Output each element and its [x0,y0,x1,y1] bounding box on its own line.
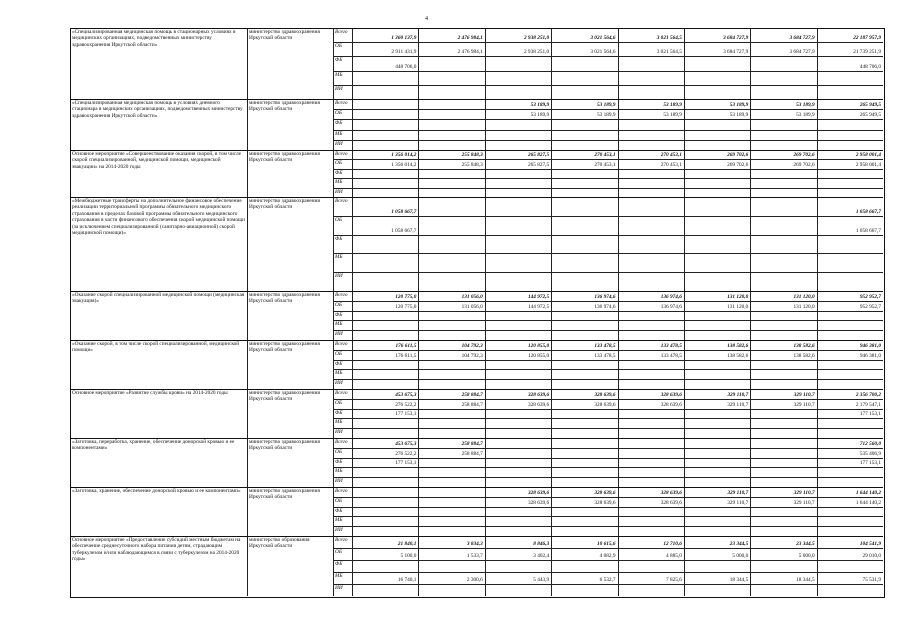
section-executor: министерство здравоохранения Иркутской области [249,29,320,42]
funding-type-label: Всего [335,100,348,106]
amount-cell: 276 522,2 [395,450,417,457]
amount-cell: 329 110,7 [793,391,815,398]
funding-type-label: ИИ [335,188,343,195]
amount-cell: 7 825,6 [665,577,682,583]
amount-cell: 176 611,5 [395,342,417,349]
amount-cell: 1 058 667,7 [855,208,881,215]
section-title: «Оказание скорой специализированной медицинской помощи (медицинская эвакуация)» [72,292,245,305]
amount-cell: 104 792,3 [461,342,483,349]
amount-cell: 453 675,3 [395,391,417,398]
amount-cell: 3 684 727,9 [789,49,815,56]
amount-cell: 75 531,9 [862,577,881,583]
amount-cell: 448 706,0 [395,63,417,70]
section-executor: министерство здравоохранения Иркутской области [249,488,320,501]
amount-cell: 258 884,7 [461,440,483,447]
row-divider [333,216,883,217]
amount-cell: 120 775,0 [395,303,417,310]
funding-type-label: ФБ [335,458,343,465]
amount-cell: 265 827,5 [527,152,550,159]
funding-type-label: ИИ [335,273,343,280]
amount-cell: 328 639,6 [527,401,550,408]
row-divider [333,272,883,273]
amount-cell: 16 740,1 [397,577,417,583]
amount-cell: 2 938 251,0 [523,49,550,56]
amount-cell: 2 958 001,4 [855,161,881,168]
row-divider [333,399,883,400]
section-executor: министерство здравоохранения Иркутской области [249,341,320,354]
column-divider [684,28,685,596]
amount-cell: 18 344,5 [729,577,749,583]
amount-cell: 6 532,7 [599,577,616,583]
row-divider [333,507,883,508]
funding-type-label: ИИ [335,585,343,591]
row-divider [333,71,883,72]
amount-cell: 133 478,5 [594,352,616,359]
row-divider [333,458,883,459]
row-divider [333,409,883,410]
amount-cell: 138 582,6 [727,342,749,349]
funding-type-label: ОБ [335,549,342,555]
amount-cell: 177 153,1 [395,411,417,418]
amount-cell: 255 848,3 [461,152,483,159]
amount-cell: 3 021 564,5 [656,35,682,42]
amount-cell: 138 582,6 [793,342,815,349]
amount-cell: 136 974,6 [594,303,616,310]
amount-cell: 136 974,6 [660,293,682,300]
row-divider [333,428,883,429]
amount-cell: 329 110,7 [727,391,749,398]
row-divider [333,178,883,179]
funding-type-label: ФБ [335,169,343,176]
amount-cell: 2 179 547,1 [855,401,881,408]
funding-type-label: ИИ [335,380,343,387]
amount-cell: 29 010,0 [862,553,881,559]
amount-cell: 144 972,5 [527,303,550,310]
amount-cell: 2 300,6 [466,577,483,583]
funding-type-label: ФБ [335,507,343,514]
amount-cell: 1 356 014,2 [391,161,417,168]
amount-cell: 104 792,3 [461,352,483,359]
amount-cell: 53 189,9 [796,112,815,119]
amount-cell: 1 644 140,2 [855,499,881,506]
amount-cell: 53 189,9 [663,112,682,119]
row-divider [333,350,883,351]
amount-cell: 22 187 957,9 [853,35,881,42]
amount-cell: 448 706,0 [859,63,881,70]
section-executor: министерство здравоохранения Иркутской области [249,390,320,403]
section-title: «Специализированная медицинская помощь в стационарных условиях в медицинских организациях, подведомственных министерству здравоохранения Иркутской области» [72,29,236,48]
funding-type-label: ФБ [335,360,343,367]
amount-cell: 3 021 564,6 [590,49,616,56]
row-divider [333,311,883,312]
section-title: Основное мероприятие «Совершенствование оказания скорой, в том числе скорой специализированной, медицинской помощи, медицинской эвакуации» на 2014-2020 годы [72,151,242,170]
amount-cell: 1 533,7 [466,553,483,559]
amount-cell: 270 453,1 [660,161,682,168]
funding-type-label: ОБ [335,301,342,308]
row-divider [333,477,883,478]
column-divider [247,28,248,596]
row-divider [333,572,883,573]
funding-type-label: ОБ [335,110,342,117]
amount-cell: 328 639,6 [660,489,682,496]
funding-type-label: Всего [335,390,348,396]
funding-type-label: Всего [335,292,348,298]
amount-cell: 120 855,0 [527,352,550,359]
amount-cell: 265 949,5 [859,102,881,109]
funding-type-label: ИИ [335,527,343,534]
funding-type-label: Всего [335,29,348,35]
amount-cell: 5 100,0 [400,553,417,559]
amount-cell: 120 775,0 [395,293,417,300]
funding-type-label: МБ [335,179,343,186]
funding-type-label: МБ [335,254,343,261]
amount-cell: 2 476 984,1 [457,35,483,42]
row-divider [333,130,883,131]
funding-type-label: МБ [335,419,343,426]
amount-cell: 21 739 251,9 [853,49,881,56]
funding-type-label: Всего [335,151,348,157]
row-divider [333,418,883,419]
amount-cell: 328 639,6 [594,401,616,408]
section-executor: министерство здравоохранения Иркутской области [249,198,320,211]
row-divider [333,56,883,57]
section-executor: министерство образования Иркутской области [249,537,310,550]
amount-cell: 3 021 564,6 [590,35,616,42]
amount-cell: 1 360 137,9 [391,35,417,42]
funding-type-label: ОБ [335,399,342,406]
amount-cell: 53 189,9 [530,102,550,109]
amount-cell: 131 120,0 [727,303,749,310]
funding-type-label: ОБ [335,497,342,504]
funding-type-label: ФБ [335,120,343,127]
amount-cell: 2 938 251,0 [523,35,550,42]
amount-cell: 952 952,7 [859,303,881,310]
amount-cell: 952 952,7 [859,293,881,300]
funding-type-label: Всего [335,488,348,494]
amount-cell: 177 153,1 [859,460,881,467]
section-title: «Оказание скорой, в том числе скорой специализированной, медицинской помощи» [72,341,240,354]
funding-type-label: ФБ [335,311,343,318]
page-number-mark: 4 [425,16,428,22]
row-divider [333,42,883,43]
funding-type-label: ФБ [335,409,343,416]
funding-type-label: ИИ [335,429,343,436]
amount-cell: 946 381,0 [859,352,881,359]
row-divider [333,301,883,302]
amount-cell: 138 582,6 [727,352,749,359]
amount-cell: 53 189,9 [729,112,749,119]
section-title: Основное мероприятие «Предоставление субсидий местным бюджетам на обеспечение среднесуточного набора питания детям, страдающим туберкулезом и/или наблюдающимся в связи с туберкулезом на 2014-2020 годы» [72,537,241,563]
amount-cell: 4 082,9 [599,553,616,559]
amount-cell: 269 702,6 [727,161,749,168]
amount-cell: 328 639,6 [660,391,682,398]
amount-cell: 270 453,1 [594,161,616,168]
amount-cell: 329 110,7 [727,489,749,496]
amount-cell: 133 478,5 [660,352,682,359]
amount-cell: 2 476 984,1 [457,49,483,56]
amount-cell: 177 153,1 [395,460,417,467]
amount-cell: 2 958 001,4 [855,152,881,159]
amount-cell: 328 639,6 [527,499,550,506]
amount-cell: 1 356 014,2 [391,152,417,159]
column-divider [485,28,486,596]
funding-type-label: ОБ [335,216,342,223]
amount-cell: 328 639,6 [527,489,550,496]
amount-cell: 176 611,5 [395,352,417,359]
funding-type-label: Всего [335,439,348,445]
amount-cell: 131 056,0 [461,303,483,310]
amount-cell: 136 974,6 [660,303,682,310]
amount-cell: 2 356 700,2 [855,391,881,398]
row-divider [333,320,883,321]
row-divider [333,159,883,160]
amount-cell: 53 189,9 [663,102,682,109]
amount-cell: 329 110,7 [727,401,749,408]
row-divider [333,560,883,561]
column-divider [750,28,751,596]
funding-type-label: ОБ [335,43,342,50]
row-divider [333,467,883,468]
section-title: «Заготовка, переработка, хранение, обеспечение донорской кровью и ее компонентами» [72,439,235,452]
funding-type-label: МБ [335,573,343,579]
amount-cell: 328 639,6 [594,499,616,506]
row-divider [333,109,883,110]
amount-cell: 138 582,6 [793,352,815,359]
amount-cell: 329 110,7 [793,401,815,408]
amount-cell: 5 000,0 [798,553,815,559]
funding-type-label: ОБ [335,350,342,357]
section-title: «Заготовка, хранение, обеспечение донорской кровью и ее компонентами» [72,488,241,494]
funding-type-label: ИИ [335,140,343,147]
amount-cell: 1 058 667,7 [855,227,881,234]
funding-type-label: ОБ [335,160,342,167]
amount-cell: 329 110,7 [793,489,815,496]
amount-cell: 328 639,6 [660,499,682,506]
amount-cell: 12 710,6 [663,541,682,547]
row-divider [333,516,883,517]
row-divider [333,188,883,189]
section-title: «Специализированная медицинская помощь в условиях дневного стационара в медицинских организациях, подведомственных министерству здравоохранения Иркутской области» [72,100,243,119]
funding-type-label: МБ [335,321,343,328]
amount-cell: 131 120,0 [727,293,749,300]
amount-cell: 5 443,9 [533,577,550,583]
amount-cell: 269 702,6 [793,161,815,168]
amount-cell: 535 406,9 [859,450,881,457]
amount-cell: 53 189,9 [530,112,550,119]
funding-type-label: МБ [335,71,343,78]
amount-cell: 258 884,7 [461,401,483,408]
amount-cell: 276 522,2 [395,401,417,408]
row-divider [333,253,883,254]
row-divider [333,360,883,361]
amount-cell: 328 639,6 [594,489,616,496]
amount-cell: 8 846,3 [533,541,550,547]
amount-cell: 265 827,5 [527,161,550,168]
amount-cell: 946 381,0 [859,342,881,349]
amount-cell: 23 344,5 [796,541,815,547]
row-divider [333,169,883,170]
column-divider [551,28,552,596]
funding-type-label: Всего [335,341,348,347]
amount-cell: 131 056,0 [461,293,483,300]
amount-cell: 258 884,7 [461,450,483,457]
amount-cell: 53 189,9 [596,102,616,109]
row-divider [333,85,883,86]
column-divider [817,28,818,596]
section-executor: министерство здравоохранения Иркутской области [249,292,320,305]
amount-cell: 1 058 667,7 [391,208,417,215]
section-executor: министерство здравоохранения Иркутской области [249,100,320,113]
amount-cell: 270 453,1 [660,152,682,159]
row-divider [333,235,883,236]
amount-cell: 144 972,5 [527,293,550,300]
amount-cell: 53 189,9 [796,102,815,109]
row-divider [333,584,883,585]
funding-type-label: Всего [335,537,348,543]
funding-type-label: МБ [335,370,343,377]
row-divider [333,330,883,331]
amount-cell: 133 478,5 [660,342,682,349]
amount-cell: 1 058 667,7 [391,227,417,234]
amount-cell: 131 120,0 [793,303,815,310]
row-divider [333,140,883,141]
amount-cell: 328 639,6 [594,391,616,398]
column-divider [418,28,419,596]
amount-cell: 131 120,0 [793,293,815,300]
amount-cell: 10 615,6 [596,541,616,547]
amount-cell: 328 639,6 [660,401,682,408]
funding-type-label: ФБ [335,561,343,567]
amount-cell: 269 702,6 [793,152,815,159]
column-divider [333,28,334,596]
amount-cell: 329 110,7 [727,499,749,506]
amount-cell: 53 189,9 [596,112,616,119]
amount-cell: 104 541,9 [859,541,881,547]
row-divider [333,379,883,380]
amount-cell: 3 684 727,9 [789,35,815,42]
section-executor: министерство здравоохранения Иркутской области [249,151,320,164]
section-executor: министерство здравоохранения Иркутской области [249,439,320,452]
row-divider [333,119,883,120]
section-title: Основное мероприятие «Развитие службы крови» на 2014-2020 годы [72,390,228,396]
funding-type-label: ИИ [335,85,343,92]
funding-type-label: ИИ [335,331,343,338]
amount-cell: 265 949,5 [859,112,881,119]
section-title: «Межбюджетные трансферты на дополнительное финансовое обеспечение реализации территориальной программы обязательного медицинского страхования в пределах базовой программы обязательного медицинского страхования в части финансового обеспечения скорой медицинской помощи (за исключением специализированной (санитарно-авиационной) скорой медицинской помощи)» [72,198,245,237]
funding-type-label: МБ [335,517,343,524]
amount-cell: 136 974,6 [594,293,616,300]
amount-cell: 5 000,0 [732,553,749,559]
amount-cell: 21 840,1 [397,541,417,547]
row-divider [333,526,883,527]
amount-cell: 18 344,5 [796,577,815,583]
amount-cell: 120 855,0 [527,342,550,349]
amount-cell: 3 684 727,9 [723,49,749,56]
column-divider [352,28,353,596]
funding-type-label: ИИ [335,478,343,485]
row-divider [333,497,883,498]
amount-cell: 1 644 140,2 [855,489,881,496]
amount-cell: 4 885,0 [665,553,682,559]
amount-cell: 712 560,0 [859,440,881,447]
amount-cell: 53 189,9 [729,102,749,109]
row-divider [333,448,883,449]
amount-cell: 255 848,3 [461,161,483,168]
amount-cell: 3 021 564,5 [656,49,682,56]
funding-type-label: МБ [335,130,343,137]
row-divider [333,548,883,549]
amount-cell: 270 453,1 [594,152,616,159]
funding-type-label: ФБ [335,235,343,242]
amount-cell: 133 478,5 [594,342,616,349]
amount-cell: 23 344,5 [729,541,749,547]
funding-type-label: МБ [335,468,343,475]
funding-type-label: ОБ [335,448,342,455]
amount-cell: 258 884,7 [461,391,483,398]
amount-cell: 177 153,1 [859,411,881,418]
amount-cell: 269 702,6 [727,152,749,159]
amount-cell: 3 402,4 [533,553,550,559]
funding-type-label: ФБ [335,57,343,64]
amount-cell: 329 110,7 [793,499,815,506]
column-divider [618,28,619,596]
amount-cell: 328 639,6 [527,391,550,398]
funding-type-label: Всего [335,198,348,204]
amount-cell: 453 675,3 [395,440,417,447]
amount-cell: 2 911 431,9 [391,49,417,56]
amount-cell: 3 684 727,9 [723,35,749,42]
row-divider [333,369,883,370]
amount-cell: 3 834,3 [466,541,483,547]
